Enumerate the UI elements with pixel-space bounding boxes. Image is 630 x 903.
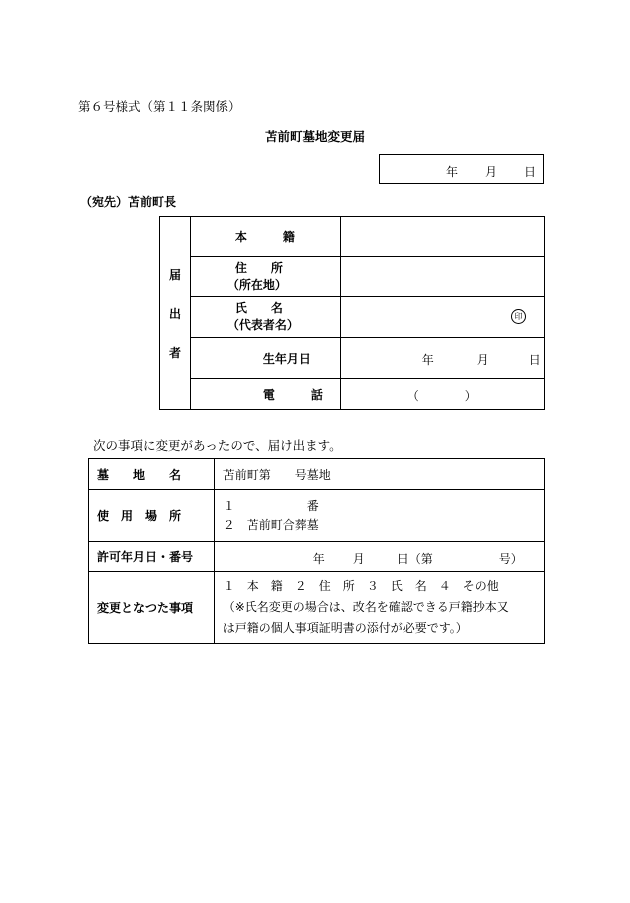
change-label: 変更となつた事項 — [89, 572, 215, 644]
date-year-label: 年 — [446, 165, 459, 179]
form-number: 第６号様式（第１１条関係） — [78, 99, 241, 114]
birth-year-label: 年 — [421, 353, 434, 367]
birth-field[interactable] — [340, 338, 544, 379]
honseki-label: 本 籍 — [190, 217, 340, 257]
honseki-field[interactable] — [340, 217, 544, 257]
change-field[interactable] — [214, 572, 544, 644]
phone-close-paren: ） — [464, 389, 477, 403]
phone-field[interactable] — [340, 379, 544, 410]
permit-month-label: 月 — [352, 552, 365, 566]
change-note-1: （※氏名変更の場合は、改名を確認できる戸籍抄本又 — [222, 600, 509, 614]
phone-label: 電 話 — [190, 379, 340, 410]
basho-line-2: ２ 苫前町合葬墓 — [222, 517, 319, 532]
birth-month-label: 月 — [476, 353, 489, 367]
bochi-value[interactable]: 苫前町第 号墓地 — [214, 459, 544, 490]
permit-number-label: 号） — [498, 552, 523, 566]
details-table — [88, 458, 545, 644]
birth-label: 生年月日 — [190, 338, 340, 379]
basho-label: 使 用 場 所 — [89, 490, 215, 542]
shimei-label: 氏 名 — [234, 301, 283, 315]
date-month-label: 月 — [485, 165, 498, 179]
permit-year-label: 年 — [312, 552, 325, 566]
jusho-sub-label: （所在地） — [226, 277, 287, 292]
birth-day-label: 日 — [528, 353, 541, 367]
date-day-label: 日 — [524, 165, 537, 179]
addressee: （宛先）苫前町長 — [80, 195, 177, 209]
basho-field[interactable] — [214, 490, 544, 542]
intro-text: 次の事項に変更があったので、届け出ます。 — [93, 438, 342, 453]
seal-mark: 印 — [511, 309, 526, 324]
jusho-label: 住 所 — [234, 260, 283, 275]
form-title: 苫前町墓地変更届 — [264, 129, 365, 144]
applicant-table — [159, 216, 545, 410]
applicant-side-label — [160, 217, 191, 410]
shimei-sub-label: （代表者名） — [226, 318, 299, 332]
permit-label: 許可年月日・番号 — [89, 542, 215, 572]
bochi-label: 墓 地 名 — [89, 459, 215, 490]
permit-day-label: 日（第 — [396, 552, 433, 566]
change-options: １ 本 籍 ２ 住 所 ３ 氏 名 ４ その他 — [222, 579, 499, 593]
date-box[interactable] — [379, 154, 544, 184]
shimei-field[interactable] — [340, 297, 544, 338]
basho-line-1: １ 番 — [222, 498, 319, 513]
permit-field[interactable] — [214, 542, 544, 572]
phone-open-paren: （ — [406, 389, 419, 403]
side-char-1: 届 — [168, 267, 181, 282]
side-char-3: 者 — [168, 345, 181, 360]
change-note-2: は戸籍の個人事項証明書の添付が必要です。） — [222, 621, 468, 635]
side-char-2: 出 — [168, 306, 181, 321]
jusho-field[interactable] — [340, 257, 544, 297]
